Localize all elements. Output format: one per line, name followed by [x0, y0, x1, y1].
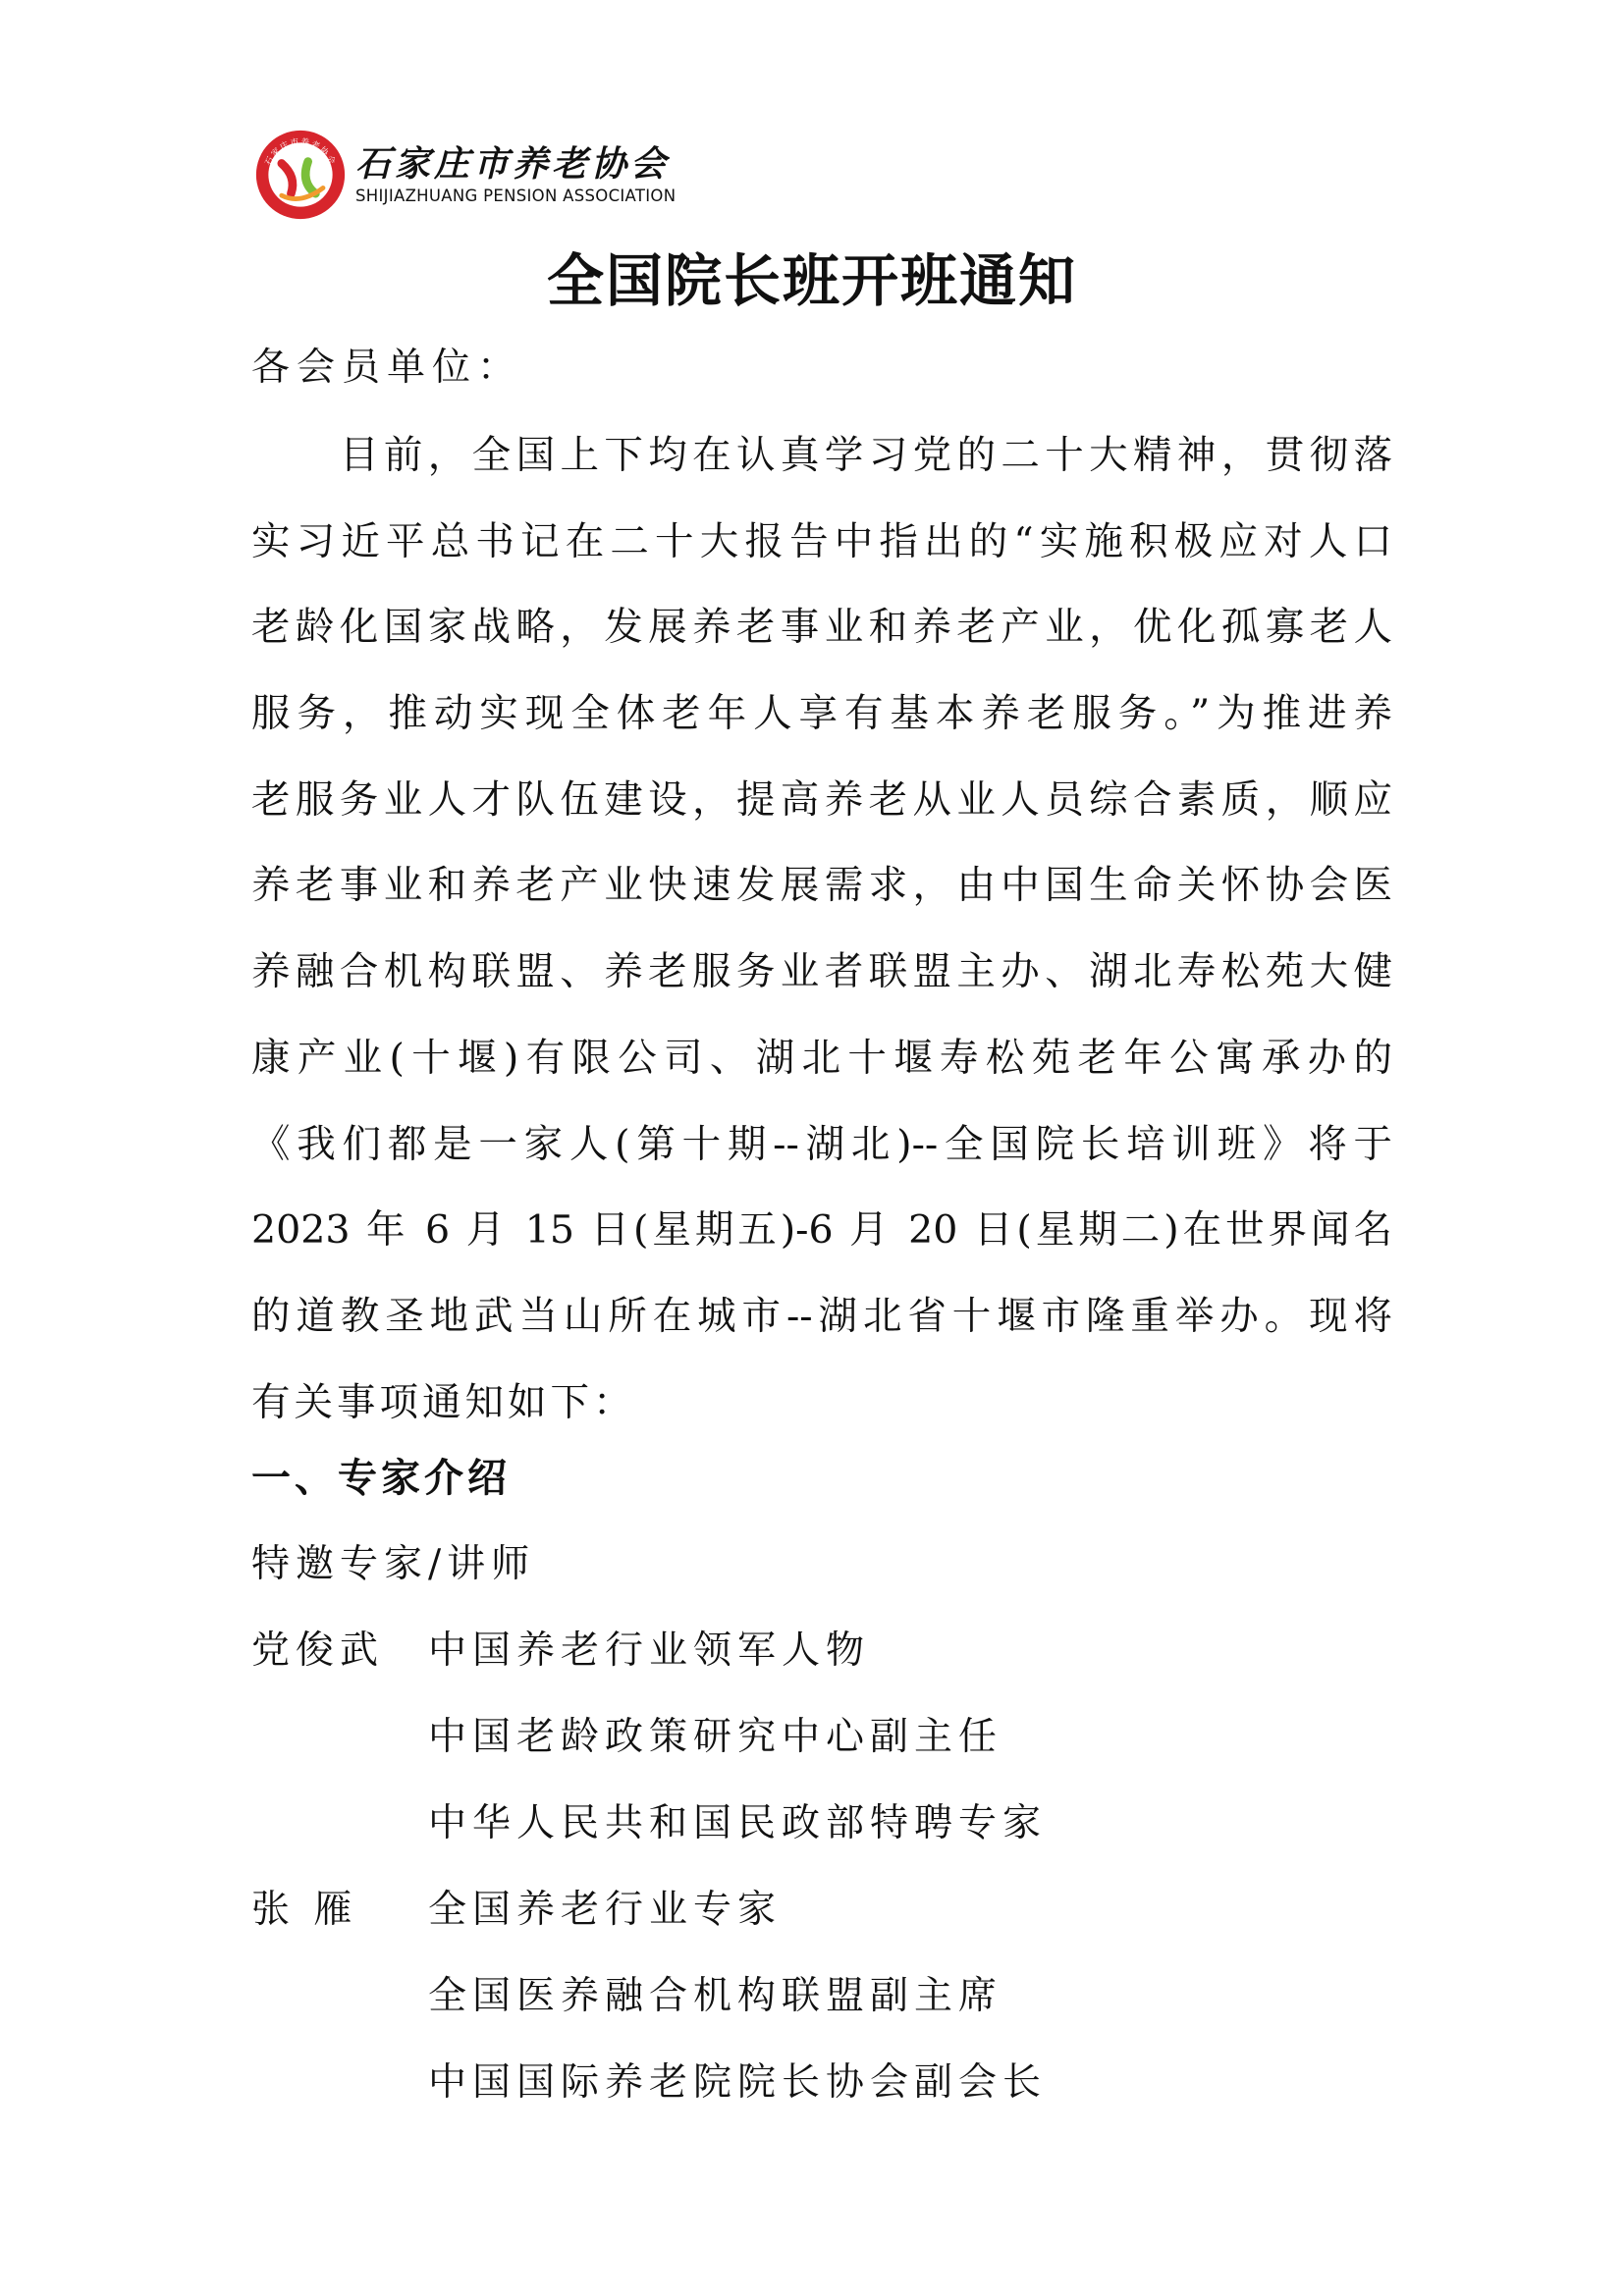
body-paragraph — [251, 426, 1392, 1459]
body-line: 养老事业和养老产业快速发展需求，由中国生命关怀协会医 — [251, 863, 1392, 909]
expert-title: 中国养老行业领军人物 — [428, 1629, 871, 1673]
logo-arc-text: 石家庄市养老协会 — [263, 136, 338, 168]
experts-subheading: 特邀专家/讲师 — [251, 1542, 536, 1586]
body-line: 有关事项通知如下： — [251, 1379, 636, 1425]
association-logo-icon — [253, 128, 348, 222]
salutation: 各会员单位： — [251, 346, 523, 390]
body-line: 养融合机构联盟、养老服务业者联盟主办、湖北寿松苑大健 — [251, 949, 1392, 995]
expert-title: 中国国际养老院院长协会副会长 — [428, 2060, 1048, 2105]
body-line: 目前，全国上下均在认真学习党的二十大精神，贯彻落 — [340, 433, 1392, 478]
body-line: 老服务业人才队伍建设，提高养老从业人员综合素质，顺应 — [251, 776, 1392, 823]
organization-name-cn: 石家庄市养老协会 — [355, 143, 671, 185]
expert-name: 张 雁 — [251, 1888, 358, 1932]
expert-title: 中华人民共和国民政部特聘专家 — [428, 1801, 1048, 1845]
body-line: 老龄化国家战略，发展养老事业和养老产业，优化孤寡老人 — [251, 605, 1392, 651]
body-line: 2023 年 6 月 15 日(星期五)-6 月 20 日(星期二)在世界闻名 — [251, 1207, 1392, 1254]
notice-title: 全国院长班开班通知 — [546, 247, 1077, 314]
body-line: 实习近平总书记在二十大报告中指出的“实施积极应对人口 — [251, 518, 1392, 564]
section-heading-experts: 一、专家介绍 — [251, 1456, 511, 1501]
letterhead — [253, 130, 676, 220]
body-line: 的道教圣地武当山所在城市--湖北省十堰市隆重举办。现将 — [251, 1293, 1392, 1339]
organization-name — [355, 142, 676, 207]
organization-name-en: SHIJIAZHUANG PENSION ASSOCIATION — [355, 187, 677, 205]
expert-name: 党俊武 — [251, 1629, 385, 1673]
body-line: 《我们都是一家人(第十期--湖北)--全国院长培训班》将于 — [251, 1121, 1392, 1167]
body-line: 康产业(十堰)有限公司、湖北十堰寿松苑老年公寓承办的 — [251, 1035, 1392, 1081]
expert-title: 全国医养融合机构联盟副主席 — [428, 1974, 1003, 2018]
expert-title: 中国老龄政策研究中心副主任 — [428, 1715, 1003, 1759]
body-line: 服务，推动实现全体老年人享有基本养老服务。”为推进养 — [251, 691, 1392, 737]
expert-title: 全国养老行业专家 — [428, 1888, 783, 1932]
